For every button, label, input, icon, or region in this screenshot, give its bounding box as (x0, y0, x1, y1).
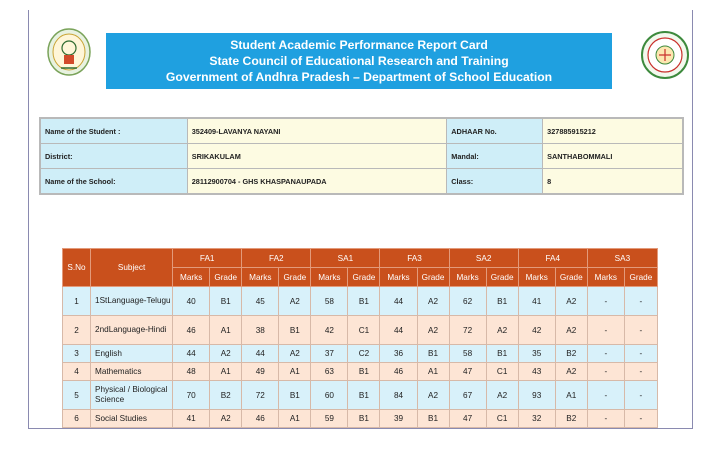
grade-cell: A1 (210, 316, 242, 345)
grade-cell: B1 (486, 345, 518, 363)
sno-cell: 2 (63, 316, 91, 345)
subject-header: Subject (91, 249, 173, 287)
table-row (63, 363, 658, 381)
grade-header: Grade (210, 268, 242, 287)
grade-header: Grade (624, 268, 657, 287)
sno-cell: 5 (63, 381, 91, 410)
assessment-header-row (63, 249, 658, 268)
table-row (63, 410, 658, 428)
marks-cell: - (587, 410, 624, 428)
marks-cell: 72 (242, 381, 279, 410)
marks-cell: 47 (449, 363, 486, 381)
aadhaar-value: 327885915212 (543, 119, 683, 144)
student-name-label: Name of the Student : (41, 119, 188, 144)
table-row (63, 345, 658, 363)
class-value: 8 (543, 169, 683, 194)
grade-cell: B1 (348, 287, 380, 316)
grade-cell: C1 (348, 316, 380, 345)
grade-header: Grade (279, 268, 311, 287)
marks-cell: 59 (311, 410, 348, 428)
grade-cell: - (624, 381, 657, 410)
assessment-header: FA2 (242, 249, 311, 268)
marks-cell: 45 (242, 287, 279, 316)
grade-cell: A2 (279, 287, 311, 316)
class-label: Class: (447, 169, 543, 194)
marks-cell: 44 (380, 287, 417, 316)
marks-cell: 46 (380, 363, 417, 381)
marks-cell: 72 (449, 316, 486, 345)
grade-cell: B1 (348, 381, 380, 410)
marks-cell: 46 (242, 410, 279, 428)
grade-header: Grade (417, 268, 449, 287)
assessment-header: SA2 (449, 249, 518, 268)
marks-cell: 58 (311, 287, 348, 316)
grade-cell: - (624, 316, 657, 345)
subject-cell: 1StLanguage-Telugu (91, 287, 173, 316)
assessment-header: FA1 (173, 249, 242, 268)
mandal-label: Mandal: (447, 144, 543, 169)
assessment-header: FA4 (518, 249, 587, 268)
grade-cell: A2 (417, 381, 449, 410)
marks-cell: 63 (311, 363, 348, 381)
grade-cell: A1 (417, 363, 449, 381)
grade-cell: C1 (486, 363, 518, 381)
sno-cell: 1 (63, 287, 91, 316)
marks-table-body (63, 287, 658, 428)
grade-cell: B1 (348, 410, 380, 428)
grade-cell: A2 (555, 287, 587, 316)
marks-cell: 40 (173, 287, 210, 316)
grade-cell: A2 (486, 316, 518, 345)
grade-cell: A1 (210, 363, 242, 381)
student-info-panel (39, 117, 684, 195)
grade-cell: B2 (555, 410, 587, 428)
grade-header: Grade (486, 268, 518, 287)
department-name: Government of Andhra Pradesh – Department of School Education (165, 70, 553, 84)
grade-cell: B1 (279, 381, 311, 410)
grade-cell: A2 (210, 410, 242, 428)
marks-header: Marks (587, 268, 624, 287)
mandal-value: SANTHABOMMALI (543, 144, 683, 169)
marks-cell: - (587, 363, 624, 381)
school-value: 28112900704 - GHS KHASPANAUPADA (187, 169, 447, 194)
grade-cell: A2 (279, 345, 311, 363)
grade-cell: A2 (555, 363, 587, 381)
student-info-table (40, 118, 683, 194)
assessment-header: FA3 (380, 249, 449, 268)
subject-cell: Physical / Biological Science (91, 381, 173, 410)
grade-cell: A2 (555, 316, 587, 345)
marks-cell: 62 (449, 287, 486, 316)
marks-cell: - (587, 287, 624, 316)
marks-cell: 42 (518, 316, 555, 345)
marks-cell: 44 (242, 345, 279, 363)
marks-cell: 58 (449, 345, 486, 363)
school-label: Name of the School: (41, 169, 188, 194)
marks-cell: 36 (380, 345, 417, 363)
marks-cell: - (587, 345, 624, 363)
andhra-pradesh-emblem-icon (47, 28, 91, 78)
student-name-value: 352409-LAVANYA NAYANI (187, 119, 447, 144)
assessment-header: SA3 (587, 249, 657, 268)
district-value: SRIKAKULAM (187, 144, 447, 169)
marks-cell: 44 (173, 345, 210, 363)
grade-cell: C2 (348, 345, 380, 363)
subject-cell: Social Studies (91, 410, 173, 428)
marks-cell: 43 (518, 363, 555, 381)
marks-cell: 39 (380, 410, 417, 428)
subject-cell: English (91, 345, 173, 363)
marks-header: Marks (311, 268, 348, 287)
grade-cell: A2 (486, 381, 518, 410)
marks-cell: 37 (311, 345, 348, 363)
subject-cell: Mathematics (91, 363, 173, 381)
grade-cell: - (624, 410, 657, 428)
marks-cell: 48 (173, 363, 210, 381)
grade-cell: B1 (417, 410, 449, 428)
report-title-banner (106, 33, 612, 89)
marks-cell: 41 (518, 287, 555, 316)
marks-cell: - (587, 316, 624, 345)
grade-cell: B1 (486, 287, 518, 316)
aadhaar-label: ADHAAR No. (447, 119, 543, 144)
grade-cell: A2 (210, 345, 242, 363)
subject-cell: 2ndLanguage-Hindi (91, 316, 173, 345)
grade-cell: A2 (417, 316, 449, 345)
marks-header: Marks (380, 268, 417, 287)
marks-table (62, 248, 658, 428)
table-row (63, 381, 658, 410)
assessment-header: SA1 (311, 249, 380, 268)
grade-cell: B1 (417, 345, 449, 363)
marks-table-panel (62, 248, 658, 428)
marks-cell: 44 (380, 316, 417, 345)
sno-cell: 3 (63, 345, 91, 363)
marks-cell: 32 (518, 410, 555, 428)
grade-cell: A1 (279, 410, 311, 428)
grade-cell: B2 (210, 381, 242, 410)
scert-emblem-icon (641, 28, 689, 82)
district-label: District: (41, 144, 188, 169)
grade-header: Grade (348, 268, 380, 287)
grade-cell: A1 (555, 381, 587, 410)
marks-cell: 38 (242, 316, 279, 345)
grade-cell: A2 (417, 287, 449, 316)
report-title: Student Academic Performance Report Card (230, 38, 488, 52)
marks-cell: 47 (449, 410, 486, 428)
table-row (63, 287, 658, 316)
marks-cell: 41 (173, 410, 210, 428)
marks-cell: 93 (518, 381, 555, 410)
marks-cell: 84 (380, 381, 417, 410)
marks-cell: 46 (173, 316, 210, 345)
marks-cell: 70 (173, 381, 210, 410)
marks-cell: - (587, 381, 624, 410)
grade-header: Grade (555, 268, 587, 287)
grade-cell: - (624, 345, 657, 363)
marks-cell: 49 (242, 363, 279, 381)
grade-cell: B1 (279, 316, 311, 345)
marks-header: Marks (173, 268, 210, 287)
grade-cell: B2 (555, 345, 587, 363)
grade-cell: C1 (486, 410, 518, 428)
sno-cell: 4 (63, 363, 91, 381)
grade-cell: A1 (279, 363, 311, 381)
marks-cell: 42 (311, 316, 348, 345)
grade-cell: B1 (210, 287, 242, 316)
marks-header: Marks (242, 268, 279, 287)
grade-cell: - (624, 363, 657, 381)
marks-cell: 35 (518, 345, 555, 363)
table-row (63, 316, 658, 345)
marks-cell: 67 (449, 381, 486, 410)
grade-cell: B1 (348, 363, 380, 381)
marks-header: Marks (518, 268, 555, 287)
sno-header: S.No (63, 249, 91, 287)
council-name: State Council of Educational Research and Training (209, 54, 509, 68)
marks-header: Marks (449, 268, 486, 287)
sno-cell: 6 (63, 410, 91, 428)
marks-cell: 60 (311, 381, 348, 410)
grade-cell: - (624, 287, 657, 316)
